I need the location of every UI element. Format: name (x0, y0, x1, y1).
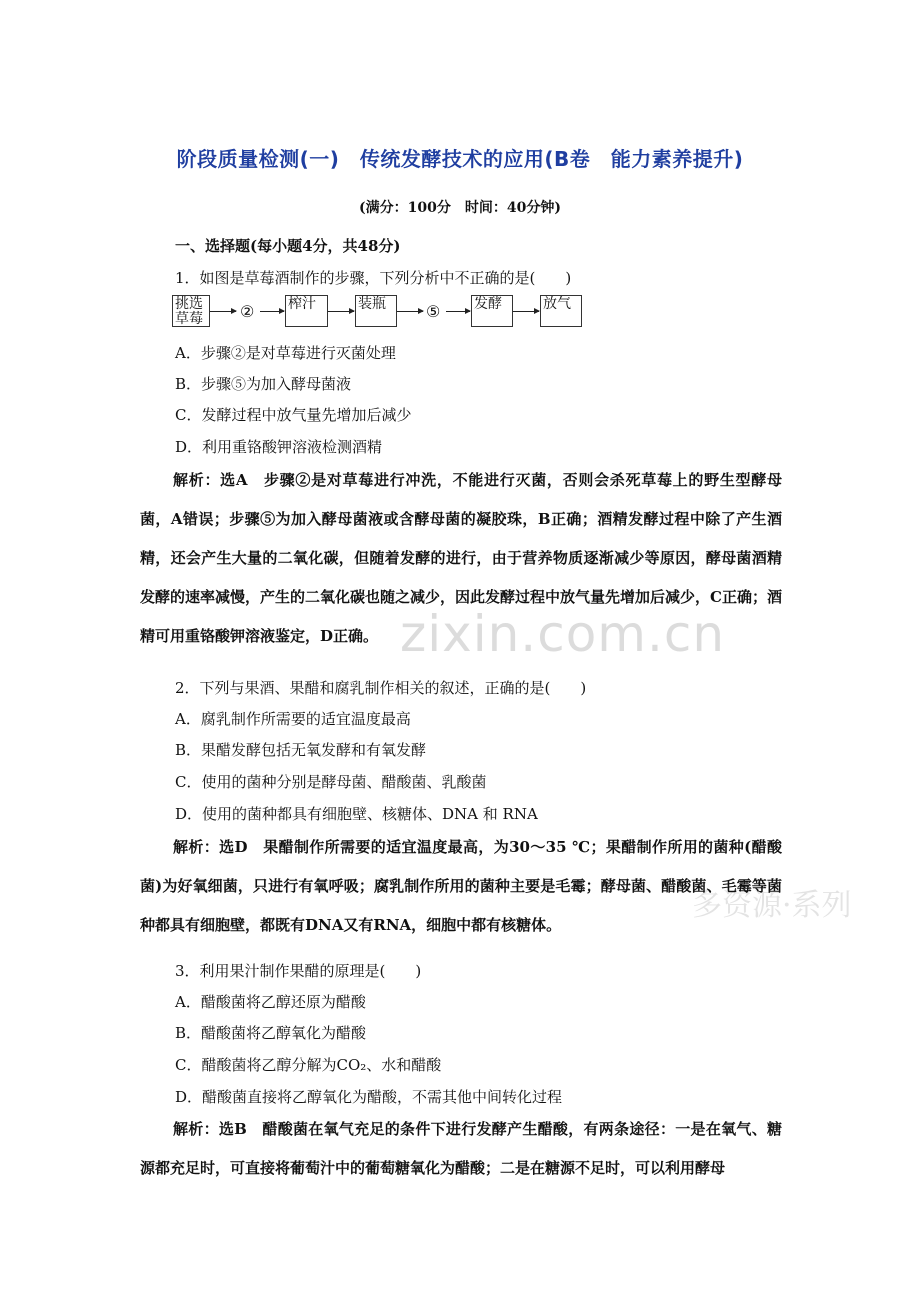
flow-step-juice: 榨汁 (285, 295, 328, 327)
page-title: 阶段质量检测(一) 传统发酵技术的应用(B卷 能力素养提升) (176, 147, 744, 171)
q3-analysis: 解析：选B 醋酸菌在氧气充足的条件下进行发酵产生醋酸，有两条途径：一是在氧气、糖源都充足时，可直接将葡萄汁中的葡萄糖氧化为醋酸；二是在糖源不足时，可以利用酵母 (140, 1120, 782, 1177)
q2-option-b: B．果醋发酵包括无氧发酵和有氧发酵 (175, 741, 427, 759)
flow-arrow (397, 311, 423, 312)
flow-step-5: ⑤ (426, 302, 441, 321)
watermark: zixin.com.cn (400, 605, 726, 663)
flow-arrow (260, 311, 284, 312)
flow-step-2: ② (240, 302, 255, 321)
q2-option-d: D．使用的菌种都具有细胞壁、核糖体、DNA 和 RNA (175, 805, 538, 823)
flow-arrow (446, 311, 470, 312)
q3-stem: 3．利用果汁制作果醋的原理是( ) (175, 962, 422, 980)
q2-option-a: A．腐乳制作所需要的适宜温度最高 (175, 710, 411, 728)
page-subtitle: (满分：100分 时间：40分钟) (359, 200, 561, 216)
flow-arrow (328, 311, 354, 312)
q3-option-d: D．醋酸菌直接将乙醇氧化为醋酸，不需其他中间转化过程 (175, 1088, 563, 1106)
q1-option-d: D．利用重铬酸钾溶液检测酒精 (175, 438, 383, 456)
q1-option-b: B．步骤⑤为加入酵母菌液 (175, 375, 352, 393)
q2-analysis: 解析：选D 果醋制作所需要的适宜温度最高，为30～35 ℃；果醋制作所用的菌种(醋酸菌)为好氧细菌，只进行有氧呼吸；腐乳制作所用的菌种主要是毛霉；酵母菌、醋酸菌、毛霉等菌种都具有细胞壁，都既有DNA又有RNA，细胞中都有核糖体。 (140, 838, 782, 934)
flow-arrow (513, 311, 539, 312)
section-heading: 一、选择题(每小题4分，共48分) (175, 237, 401, 255)
q1-analysis: 解析：选A 步骤②是对草莓进行冲洗，不能进行灭菌，否则会杀死草莓上的野生型酵母菌，A错误；步骤⑤为加入酵母菌液或含酵母菌的凝胶珠，B正确；酒精发酵过程中除了产生酒精，还会产生大量的二氧化碳，但随着发酵的进行，由于营养物质逐渐减少等原因，酵母菌酒精发酵的速率减慢，产生的二氧化碳也随之减少，因此发酵过程中放气量先增加后减少，C正确；酒精可用重铬酸钾溶液鉴定，D正确。 (140, 471, 782, 645)
watermark-secondary: 多资源·系列 (692, 888, 852, 923)
q2-stem: 2．下列与果酒、果醋和腐乳制作相关的叙述，正确的是( ) (175, 679, 587, 697)
q3-option-c: C．醋酸菌将乙醇分解为CO₂、水和醋酸 (175, 1056, 442, 1074)
flow-step-vent: 放气 (540, 295, 582, 327)
flow-step-bottle: 装瓶 (355, 295, 397, 327)
q1-option-c: C．发酵过程中放气量先增加后减少 (175, 406, 412, 424)
q3-option-a: A．醋酸菌将乙醇还原为醋酸 (175, 993, 366, 1011)
flow-step-ferment: 发酵 (471, 295, 513, 327)
q2-option-c: C．使用的菌种分别是酵母菌、醋酸菌、乳酸菌 (175, 773, 487, 791)
flow-arrow (210, 311, 236, 312)
q3-option-b: B．醋酸菌将乙醇氧化为醋酸 (175, 1024, 367, 1042)
q1-option-a: A．步骤②是对草莓进行灭菌处理 (175, 344, 396, 362)
flow-step-pick-strawberry: 挑选草莓 (172, 295, 210, 327)
q1-stem: 1．如图是草莓酒制作的步骤，下列分析中不正确的是( ) (175, 269, 572, 287)
q1-flow-diagram (172, 295, 592, 329)
